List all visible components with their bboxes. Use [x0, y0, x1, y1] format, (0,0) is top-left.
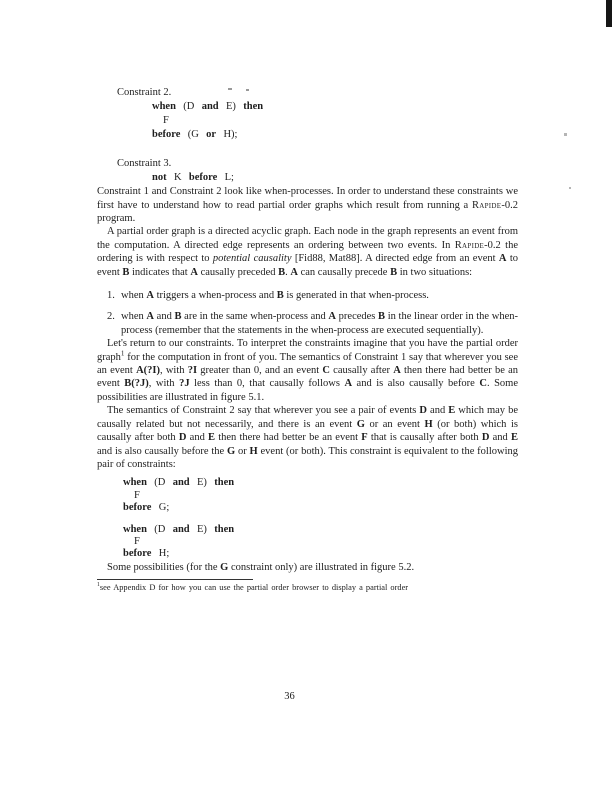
- paragraph-intro: Constraint 1 and Constraint 2 look like when-processes. In order to understand these constraints we first have to understand how to read partial order graphs which result from running a Rapide-0.2 program.: [97, 186, 518, 224]
- equivalent-constraint-g-block: [97, 477, 518, 514]
- code-line: not K before L;: [152, 172, 234, 184]
- paragraph-constraint-1-semantics: Let's return to our constraints. To interpret the constraints imagine that you have the partial order graph$^1$ for the computation in front of you. The semantics of Constraint 1 say that wherever you see an event A(?I), with ?I greater than 0, and an event C causally after A then there had better be an event B(?J), with ?J less than 0, that causally follows A and is also causally before C. Some possibilities are illustrated in figure 5.1.: [97, 338, 518, 403]
- scan-artifact-bar: [606, 0, 612, 27]
- constraint-3-code-block: [97, 157, 518, 185]
- list-item: [107, 310, 518, 337]
- constraint-3-label: Constraint 3.: [117, 158, 172, 170]
- scan-speck: [569, 187, 571, 189]
- footnote-rule: [97, 579, 253, 580]
- equivalent-constraint-h-block: [97, 524, 518, 561]
- constraint-3-lines: [152, 171, 518, 185]
- footnote: $^1$see Appendix D for how you can use the partial order browser to display a partial order: [97, 582, 409, 593]
- paragraph-figure-5-2: Some possibilities (for the G constraint only) are illustrated in figure 5.2.: [107, 561, 415, 573]
- code-line: before G;: [123, 502, 170, 514]
- numbered-list: [107, 289, 518, 337]
- code-line: before H;: [123, 548, 170, 560]
- constraint-2-label: Constraint 2.: [117, 87, 172, 98]
- code-line: when (D and E) then: [123, 477, 235, 489]
- page-number: 36: [284, 691, 295, 702]
- list-item-text: when A and B are in the same when-process and A precedes B in the linear order in the when-process (remember that the statements in the when-process are executed sequentially).: [121, 311, 518, 336]
- code-line: before (G or H);: [152, 128, 238, 140]
- list-item-number: 2.: [107, 311, 115, 323]
- constraint-2-code-block: [97, 86, 518, 141]
- code-line: when (D and E) then: [152, 101, 264, 112]
- code-line: when (D and E) then: [123, 523, 235, 535]
- code-line: F: [163, 114, 169, 126]
- list-item: [107, 289, 518, 302]
- code-line: F: [134, 489, 140, 501]
- code-line: F: [134, 535, 140, 547]
- code-lines: [123, 524, 518, 561]
- paragraph-partial-order-graph: A partial order graph is a directed acyclic graph. Each node in the graph represents an event from the computation. A directed edge represents an ordering between two events. In Rapide-0.2 the ordering is with respect to potential causality [Fid88, Mat88]. A directed edge from an event A to event B indicates that A causally preceded B. A can causally precede B in two situations:: [97, 226, 519, 278]
- paragraph-constraint-2-semantics: The semantics of Constraint 2 say that wherever you see a pair of events D and E which may be causally related but not necessarily, and there is an event G or an event H (or both) which is causally after both D and E then there had better be an event F that is causally after both D and E and is also causally before the G or H event (or both). This constraint is equivalent to the following pair of constraints:: [97, 405, 519, 470]
- scan-speck: [564, 133, 567, 136]
- page-content: [97, 0, 518, 594]
- list-item-text: when A triggers a when-process and B is generated in that when-process.: [121, 290, 429, 302]
- constraint-2-lines: [152, 100, 518, 141]
- code-lines: [123, 477, 518, 514]
- list-item-number: 1.: [107, 290, 115, 302]
